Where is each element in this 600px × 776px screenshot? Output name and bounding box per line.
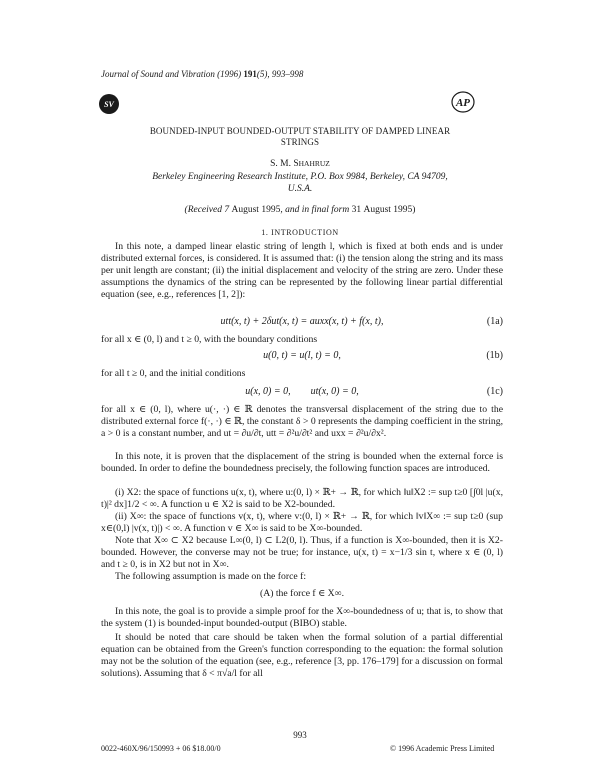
paragraph-2: [101, 334, 503, 346]
section-heading: 1. INTRODUCTION: [261, 228, 339, 237]
paragraph-text: (ii) X∞: the space of functions v(x, t), where v:(0, l) × ℝ+ → ℝ, for which ‖v‖X∞ := sup t≥0 (sup x∈(0,l) |v(x, t)|) < ∞. A function v ∈ X∞ is said to be X∞-bounded.: [101, 511, 503, 535]
paragraph-3: [101, 368, 503, 380]
paragraph-8: [101, 535, 503, 571]
assumption-a: [101, 588, 503, 600]
received-part: 1995: [261, 205, 281, 215]
logo-left-text: SV: [104, 99, 114, 109]
ap-logo-icon: [450, 90, 476, 114]
page-number: 993: [293, 730, 307, 740]
equation-1a: [101, 316, 503, 330]
received-part: August: [231, 205, 259, 215]
received-dates: [100, 205, 500, 215]
paragraph-text: for all x ∈ (0, l) and t ≥ 0, with the boundary conditions: [101, 334, 318, 345]
paragraph-7: [101, 511, 503, 535]
paragraph-text: (i) X2: the space of functions u(x, t), where u:(0, l) × ℝ+ → ℝ, for which ‖u‖X2 := sup t≥0 [∫0l |u(x, t)|² dx]1/2 < ∞. A function u ∈ X2 is said to be X2-bounded.: [101, 487, 503, 511]
paragraph-text: In this note, a damped linear elastic string of length l, which is fixed at both ends and is under distributed external forces, is considered. It is assumed that: (i) the tension along the string and its mass per unit length are constant; (ii) the initial displacement and velocity of the string are zero. Under these assumptions the dynamics of the string can be represented by the following linear partial differential equation (see, e.g., references [1, 2]):: [101, 241, 503, 301]
received-part: 1995): [393, 205, 416, 215]
paragraph-6: [101, 487, 503, 511]
received-part: , and in final form: [280, 205, 350, 215]
paragraph-text: for all t ≥ 0, and the initial conditions: [101, 368, 246, 379]
received-part: (Received 7: [184, 205, 230, 215]
affiliation-line-1: Berkeley Engineering Research Institute, P.O. Box 9984, Berkeley, CA 94709,: [152, 172, 448, 182]
paragraph-text: Note that X∞ ⊂ X2 because L∞(0, l) ⊂ L2(0, l). Thus, if a function is X∞-bounded, then it is X2-bounded. However, the converse may not be true; for instance, u(x, t) = x−1/3 sin t, where x ∈ (0, l) and t ≥ 0, is in X2 but not in X∞.: [101, 535, 503, 571]
equation-body: utt(x, t) + 2δut(x, t) = auxx(x, t) + f(x, t),: [220, 316, 384, 327]
publisher-logo-right: [450, 90, 476, 114]
paragraph-9: [101, 571, 503, 583]
paragraph-text: In this note, the goal is to provide a simple proof for the X∞-boundedness of u; that is, to show that the system (1) is bounded-input bounded-output (BIBO) stable.: [101, 606, 503, 630]
journal-name: Journal of Sound and Vibration (1996): [101, 69, 242, 79]
title-line-1: BOUNDED-INPUT BOUNDED-OUTPUT STABILITY OF DAMPED LINEAR: [149, 126, 451, 136]
paragraph-5: [101, 451, 503, 475]
paragraph-text: It should be noted that care should be taken when the formal solution of a partial differential equation can be obtained from the Green's function corresponding to the equation: the formal solution may not be the solution of the equation (see, e.g., reference [3, pp. 176–179] for a discussion on formal solutions). Assuming that δ < π√a/l for all: [101, 632, 503, 680]
paragraph-1: [101, 241, 503, 301]
equation-body: u(x, 0) = 0, ut(x, 0) = 0,: [245, 386, 359, 397]
publication-code: 0022-460X/96/150993 + 06 $18.00/0: [101, 744, 221, 753]
affiliation: [100, 172, 500, 195]
journal-issue-pages: (5), 993–998: [256, 69, 304, 79]
received-part: August: [363, 205, 391, 215]
article-title: [100, 126, 500, 148]
paragraph-text: In this note, it is proven that the displacement of the string is bounded when the external force is bounded. In order to define the boundedness precisely, the following function spaces are introduced.: [101, 451, 503, 475]
journal-header: [101, 69, 303, 79]
received-part: 31: [351, 205, 362, 215]
author-initials: S. M. S: [270, 159, 299, 169]
equation-number: (1b): [486, 350, 503, 361]
paragraph-4: [101, 404, 503, 440]
paragraph-10: [101, 606, 503, 630]
equation-body: u(0, t) = u(l, t) = 0,: [263, 350, 341, 361]
equation-number: (1c): [486, 386, 503, 397]
assumption-text: (A) the force f ∈ X∞.: [259, 588, 344, 599]
logo-right-text: AP: [455, 97, 471, 109]
paragraph-text: for all x ∈ (0, l), where u(·, ·) ∈ ℝ denotes the transversal displacement of the string due to the distributed external force f(·, ·) ∈ ℝ, the constant δ > 0 represents the damping coefficient in the string, a > 0 is a constant number, and ut = ∂u/∂t, utt = ∂²u/∂t² and uxx = ∂²u/∂x².: [101, 404, 503, 440]
paragraph-11: [101, 632, 503, 680]
author: [100, 159, 500, 169]
paragraph-text: The following assumption is made on the force f:: [115, 571, 307, 582]
equation-1b: [101, 350, 503, 364]
copyright: © 1996 Academic Press Limited: [390, 744, 495, 753]
journal-volume: 191: [243, 69, 257, 79]
author-surname: HAHRUZ: [298, 159, 330, 168]
affiliation-line-2: U.S.A.: [287, 183, 313, 194]
equation-number: (1a): [486, 316, 503, 327]
title-line-2: STRINGS: [280, 137, 320, 147]
equation-1c: [101, 386, 503, 400]
publisher-logo-left: [99, 94, 119, 114]
